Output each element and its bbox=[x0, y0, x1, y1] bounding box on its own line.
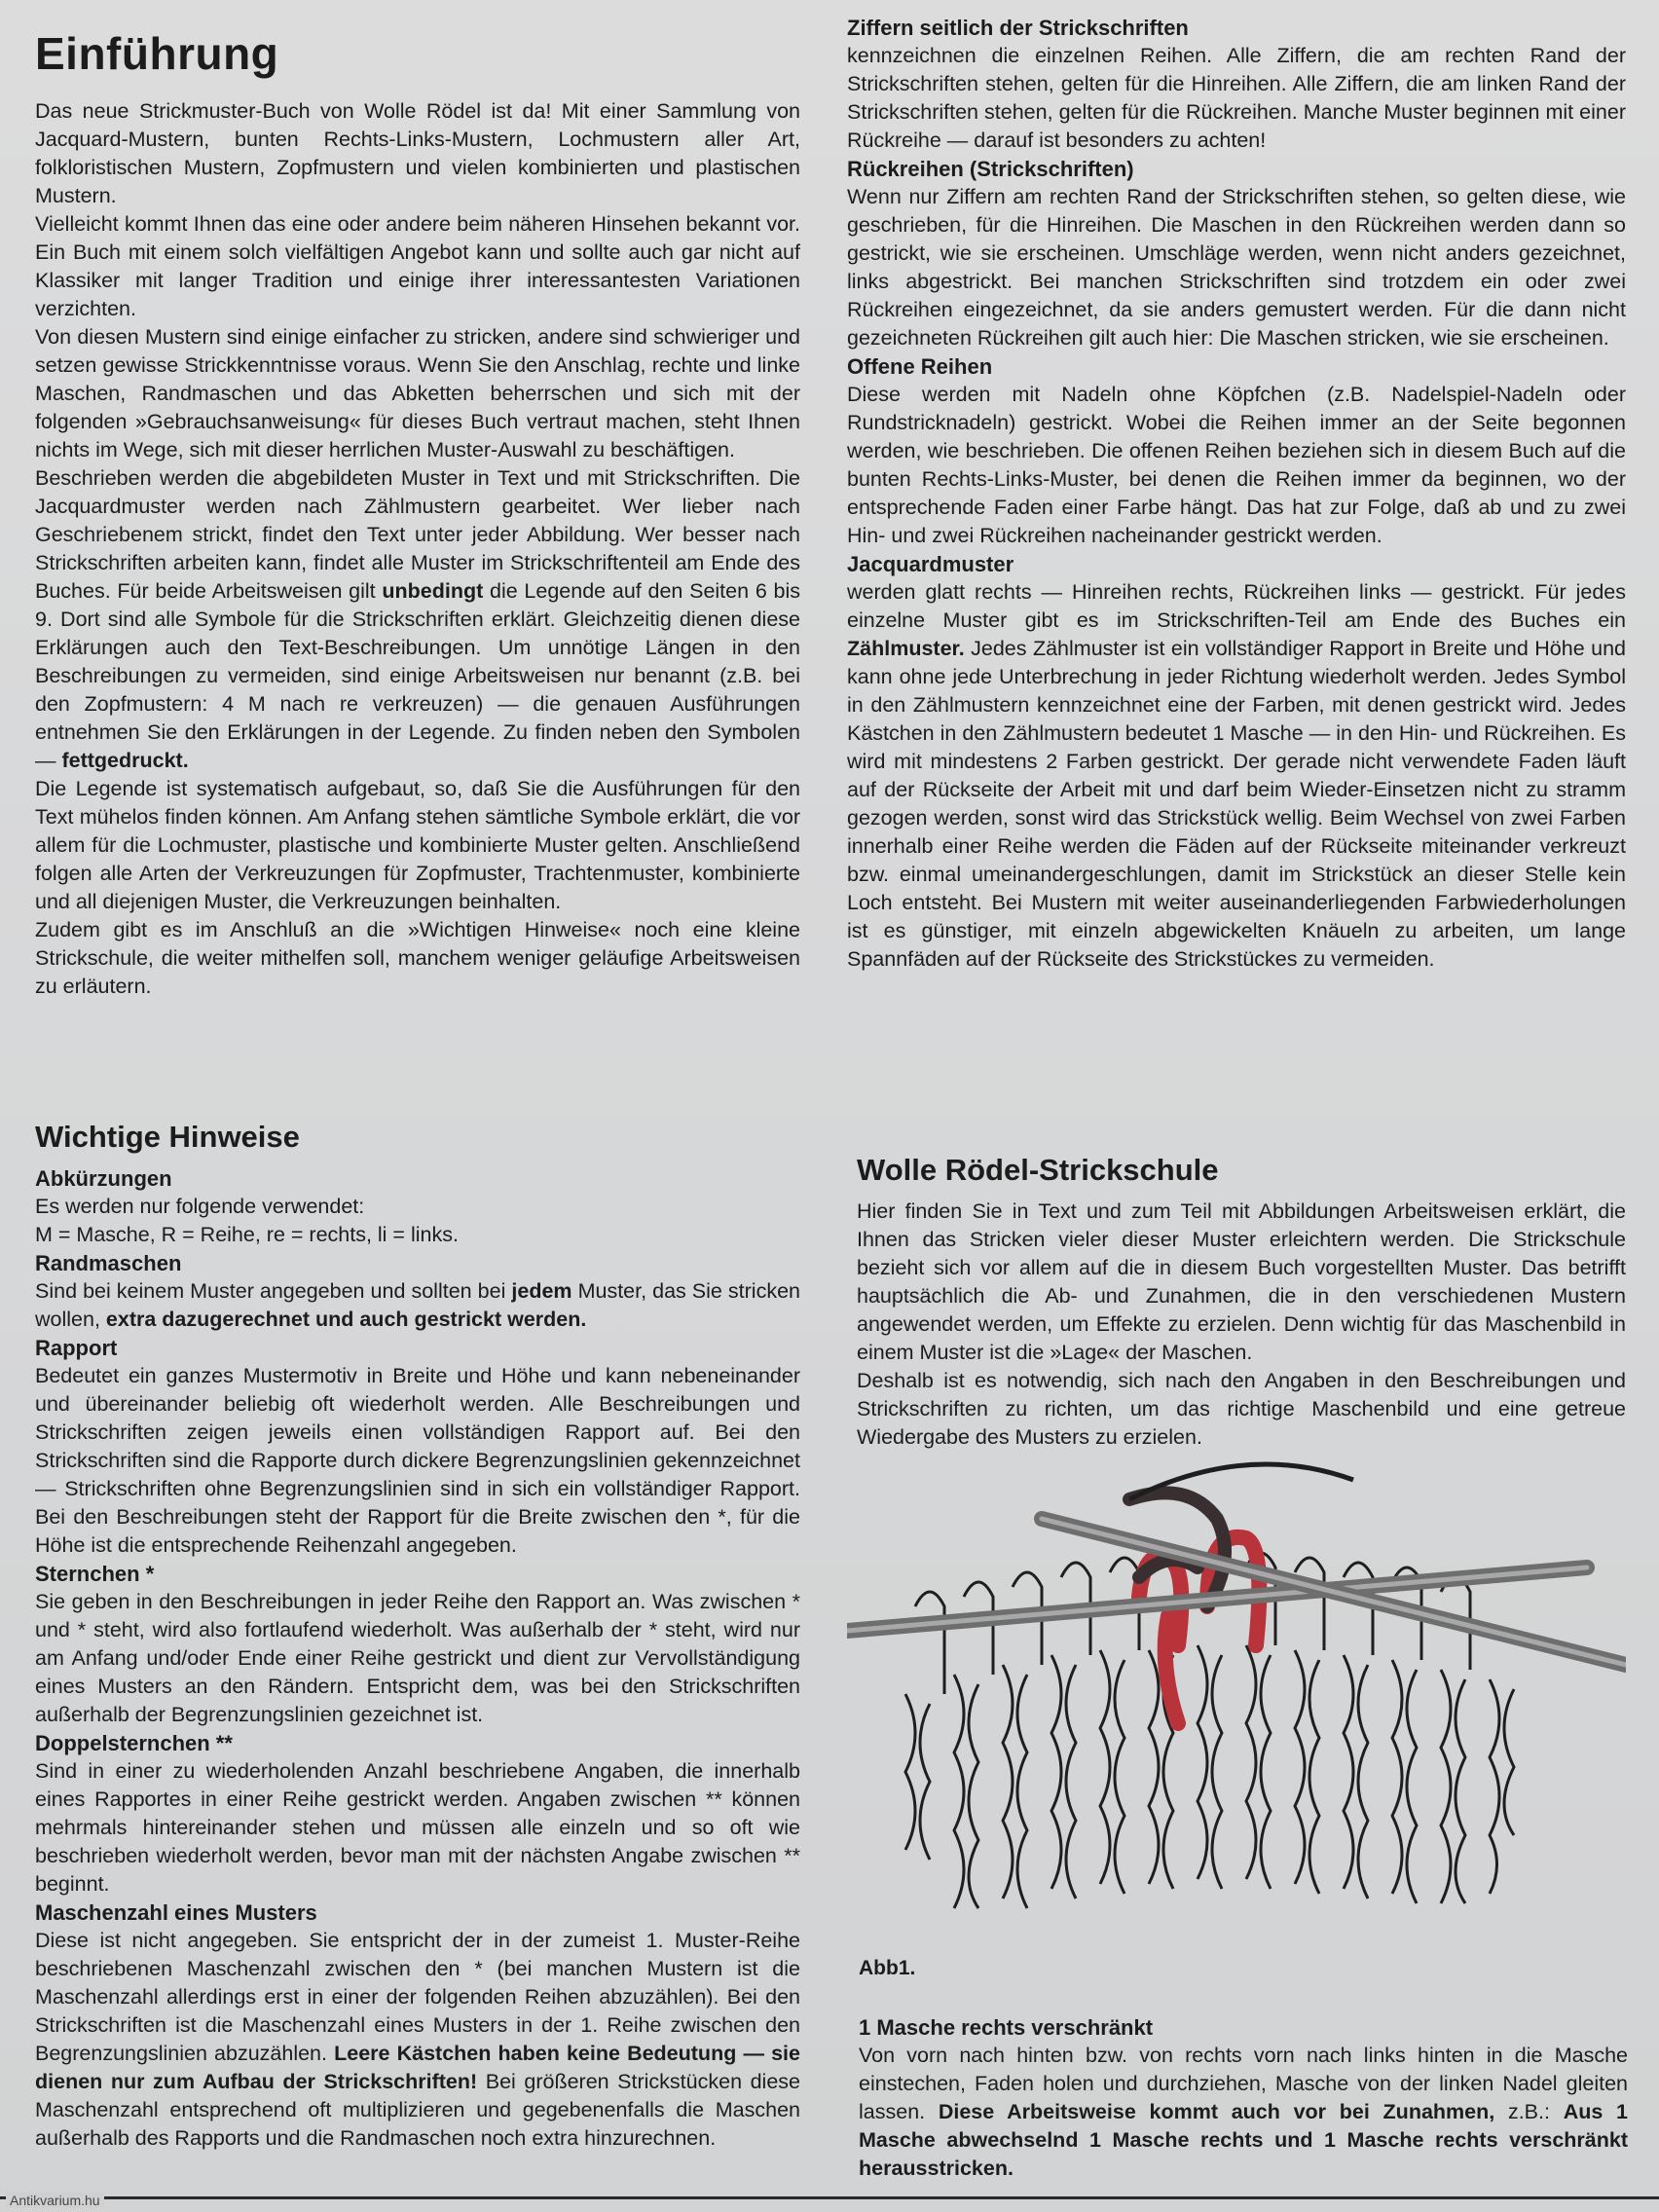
text-rueckreihen: Wenn nur Ziffern am rechten Rand der Strickschriften stehen, so gelten diese, wie geschrieben, für die Hinreihen. Die Maschen in den Rückreihen werden dann so gestrickt, wie sie erscheinen. Umschläge werden, wenn nicht anders gezeichnet, links abgestrickt. Bei manchen Strickschriften sind trotzdem ein oder zwei Rückreihen eingezeichnet, da sie anders gemustert werden. Für die dann nicht gezeichneten Rückreihen gilt auch hier: Die Maschen stricken, wie sie erscheinen. bbox=[847, 185, 1626, 350]
jacquard-text-b: Jedes Zählmuster ist ein vollständiger Rapport in Breite und Höhe und kann ohne jede Unterbrechung in jeder Richtung wiederholt werden. Jedes Symbol in den Zählmustern kennzeichnet eine der Farben, mit denen gestrickt wird. Jedes Kästchen in den Zählmustern bedeutet 1 Masche — in den Hin- und Rückreihen. Es wird mit mindestens 2 Farben gestrickt. Der gerade nicht verwendete Faden läuft auf der Rückseite der Arbeit mit und darf beim Wieder-Einsetzen nicht zu stramm gezogen werden, sonst wird das Strickstück wellig. Beim Wechsel von zwei Farben innerhalb einer Reihe werden die Fäden auf der Rückseite miteinander verkreuzt bzw. einmal umeinandergeschlungen, damit im Strickstück an dieser Stelle kein Loch entsteht. Bei Mustern mit weiter auseinanderliegenden Farbwiederholungen ist es günstiger, mit einzeln abgewickelten Knäueln zu arbeiten, um lange Spannfäden auf der Rückseite des Strickstückes zu vermeiden. bbox=[847, 637, 1626, 971]
page-bottom-rule bbox=[0, 2196, 1659, 2199]
hinweise-section bbox=[35, 1120, 800, 2153]
masche-verschraenkt-block bbox=[859, 2013, 1628, 2183]
page-title: Einführung bbox=[35, 28, 279, 79]
intro-paragraph-1: Das neue Strickmuster-Buch von Wolle Rödel ist da! Mit einer Sammlung von Jacquard-Mustern, bunten Rechts-Links-Mustern, Lochmustern aller Art, folkloristischen Mustern, Zopfmustern und vielen kombinierten und plastischen Mustern. bbox=[35, 99, 800, 207]
randmaschen-text-a: Sind bei keinem Muster angegeben und sollten bei bbox=[35, 1279, 512, 1303]
stitch-row-2 bbox=[920, 1655, 1514, 1908]
randmaschen-text-b: Muster, das Sie stricken wollen, bbox=[35, 1279, 800, 1331]
maschenzahl-bold: Leere Kästchen haben keine Bedeutung — sie dienen nur zum Aufbau der Strickschriften! bbox=[35, 2042, 800, 2093]
text-maschenzahl bbox=[35, 1927, 800, 2153]
intro-p4-bold-a: unbedingt bbox=[382, 579, 484, 603]
intro-p4-bold-b: fettgedruckt. bbox=[61, 749, 189, 772]
notes-section bbox=[847, 14, 1626, 974]
heading-offene-reihen: Offene Reihen bbox=[847, 354, 993, 379]
heading-rueckreihen: Rückreihen (Strickschriften) bbox=[847, 157, 1134, 181]
stitch-rows bbox=[905, 1645, 1514, 1908]
heading-doppelsternchen: Doppelsternchen ** bbox=[35, 1731, 233, 1755]
maschenzahl-text-b: Bei größeren Strickstücken diese Maschenzahl entsprechend oft multiplizieren und gegebenenfalls die Maschen außerhalb des Rapports und die Randmaschen noch extra hinzurechnen. bbox=[35, 2070, 800, 2150]
intro-paragraph-5: Die Legende ist systematisch aufgebaut, so, daß Sie die Ausführungen für den Text mühelos finden können. Am Anfang stehen sämtliche Symbole erklärt, die vor allem für die Lochmuster, plastische und kombinierte Muster gelten. Anschließend folgen alle Arten der Verkreuzungen für Zopfmuster, Trachtenmuster, kombinierte und all diejenigen Muster, die Verkreuzungen beinhalten. bbox=[35, 777, 800, 913]
randmaschen-bold-b: extra dazugerechnet und auch gestrickt werden. bbox=[105, 1308, 587, 1331]
heading-maschenzahl: Maschenzahl eines Musters bbox=[35, 1900, 317, 1925]
figure-caption: Abb1. bbox=[859, 1957, 916, 1979]
intro-paragraph-4 bbox=[35, 464, 800, 775]
text-rapport: Bedeutet ein ganzes Mustermotiv in Breite und Höhe und kann nebeneinander und übereinander beliebig oft wiederholt werden. Alle Beschreibungen und Strickschriften zeigen jeweils einen vollständigen Rapport auf. Bei den Strickschriften sind die Rapporte durch dickere Begrenzungslinien gekennzeichnet — Strickschriften ohne Begrenzungslinien sind in sich ein vollständiger Rapport. Bei den Beschreibungen steht der Rapport für die Breite zwischen den *, für die Höhe ist die entsprechende Reihenzahl angegeben. bbox=[35, 1364, 800, 1557]
verschraenkt-bold-b: Aus 1 Masche abwechselnd 1 Masche rechts und 1 Masche rechts verschränkt herausstricken. bbox=[859, 2100, 1628, 2180]
intro-p4-text-b: die Legende auf den Seiten 6 bis 9. Dort sind alle Symbole für die Strickschriften erklärt. Gleichzeitig dienen diese Erklärungen auch den Text-Beschreibungen. Um unnötige Längen in den Beschreibungen zu vermeiden, sind einige Arbeitsweisen nur benannt (z.B. bei den Zopfmustern: 4 M nach re verkreuzen) — die genauen Ausführungen entnehmen Sie den Erklärungen in der Legende. Zu finden neben den Symbolen — bbox=[35, 579, 800, 772]
right-needle-highlight bbox=[1042, 1519, 1626, 1665]
heading-jacquardmuster: Jacquardmuster bbox=[847, 552, 1014, 576]
heading-sternchen: Sternchen * bbox=[35, 1562, 155, 1586]
text-jacquardmuster bbox=[847, 578, 1626, 974]
verschraenkt-bold-a: Diese Arbeitsweise kommt auch vor bei Zunahmen, bbox=[938, 2100, 1495, 2123]
intro-paragraph-2: Vielleicht kommt Ihnen das eine oder andere beim näheren Hinsehen bekannt vor. Ein Buch mit einem solch vielfältigen Angebot kann und sollte auch gar nicht auf Klassiker mit langer Tradition und einige ihrer interessantesten Variationen verzichten. bbox=[35, 212, 800, 320]
watermark: Antikvarium.hu bbox=[6, 2193, 104, 2208]
verschraenkt-text-b: z.B.: bbox=[1494, 2100, 1564, 2123]
knitting-stitch-drawing bbox=[847, 1460, 1626, 1986]
heading-ziffern: Ziffern seitlich der Strickschriften bbox=[847, 16, 1189, 40]
text-abkuerzungen-1: Es werden nur folgende verwendet: bbox=[35, 1195, 365, 1218]
text-ziffern: kennzeichnen die einzelnen Reihen. Alle Ziffern, die am rechten Rand der Strickschriften stehen, gelten für die Hinreihen. Alle Ziffern, die am linken Rand der Strickschriften stehen, gelten für die Rückreihen. Manche Muster beginnen mit einer Rückreihe — darauf ist besonders zu achten! bbox=[847, 44, 1626, 152]
jacquard-text-a: werden glatt rechts — Hinreihen rechts, Rückreihen links — gestrickt. Für jedes einzelne Muster gibt es im Strickschriften-Teil am Ende des Buches ein bbox=[847, 580, 1626, 632]
heading-randmaschen: Randmaschen bbox=[35, 1251, 182, 1275]
maschenzahl-text-a: Diese ist nicht angegeben. Sie entspricht der in der zumeist 1. Muster-Reihe beschriebenen Maschenzahl zwischen den * (bei manchen Mustern ist die Maschenzahl allerdings erst in einer der folgenden Reihen abzuzählen). Bei den Strickschriften ist die Maschenzahl eines Musters in der 1. Reihe zwischen den Begrenzungslinien abzuzählen. bbox=[35, 1929, 800, 2065]
intro-paragraph-3: Von diesen Mustern sind einige einfacher zu stricken, andere sind schwieriger und setzen gewisse Strickkenntnisse voraus. Wenn Sie den Anschlag, rechte und linke Maschen, Randmaschen und das Abketten beherrschen und sich mit der folgenden »Gebrauchsanweisung« für dieses Buch vertraut machen, steht Ihnen nichts im Wege, sich mit dieser herrlichen Muster-Auswahl zu beschäftigen. bbox=[35, 325, 800, 461]
text-offene-reihen: Diese werden mit Nadeln ohne Köpfchen (z.B. Nadelspiel-Nadeln oder Rundstricknadeln) gestrickt. Wobei die Reihen immer an der Seite begonnen werden, wie beschrieben. Die offenen Reihen beziehen sich in diesem Buch auf die bunten Rechts-Links-Muster, bei denen die Reihen immer da beginnen, wo der entsprechende Faden einer Farbe hängt. Das hat zur Folge, daß ab und zu zwei Hin- und zwei Rückreihen nacheinander gestrickt werden. bbox=[847, 383, 1626, 547]
verschraenkt-text-a: Von vorn nach hinten bzw. von rechts vorn nach links hinten in die Masche einstechen, Faden holen und durchziehen, Masche von der linken Nadel gleiten lassen. bbox=[859, 2044, 1628, 2123]
text-randmaschen bbox=[35, 1277, 800, 1334]
heading-masche-verschraenkt: 1 Masche rechts verschränkt bbox=[859, 2015, 1154, 2040]
text-doppelsternchen: Sind in einer zu wiederholenden Anzahl beschriebene Angaben, die innerhalb eines Rapportes in einer Reihe gestrickt werden. Angaben zwischen ** können mehrmals hintereinander stehen und müssen alle einzeln und so oft wie beschrieben wiederholt werden, bevor man mit der nächsten Angabe zwischen ** beginnt. bbox=[35, 1759, 800, 1896]
text-abkuerzungen-2: M = Masche, R = Reihe, re = rechts, li = links. bbox=[35, 1223, 459, 1246]
jacquard-bold: Zählmuster. bbox=[847, 637, 965, 660]
strickschule-paragraph-1: Hier finden Sie in Text und zum Teil mit Abbildungen Arbeitsweisen erklärt, die Ihnen das Stricken vieler dieser Muster erleichtern werden. Die Strickschule bezieht sich vor allem auf die in diesem Buch vorgestellten Muster. Das betrifft hauptsächlich die Ab- und Zunahmen, die in den verschiedenen Mustern angewendet werden, um Effekte zu erzielen. Denn wichtig für das Maschenbild in einem Muster ist die »Lage« der Maschen. bbox=[857, 1199, 1626, 1364]
strickschule-paragraph-2: Deshalb ist es notwendig, sich nach den Angaben in den Beschreibungen und Strickschriften zu richten, um das richtige Maschenbild und eine getreue Wiedergabe des Musters zu erzielen. bbox=[857, 1369, 1626, 1449]
heading-rapport: Rapport bbox=[35, 1336, 118, 1360]
section-title-hinweise: Wichtige Hinweise bbox=[35, 1120, 300, 1154]
randmaschen-bold-a: jedem bbox=[511, 1279, 572, 1303]
section-title-strickschule: Wolle Rödel-Strickschule bbox=[857, 1153, 1219, 1187]
knitting-illustration bbox=[847, 1460, 1626, 1986]
text-masche-verschraenkt bbox=[859, 2042, 1628, 2183]
heading-abkuerzungen: Abkürzungen bbox=[35, 1166, 172, 1191]
text-sternchen: Sie geben in den Beschreibungen in jeder Reihe den Rapport an. Was zwischen * und * steht, wird also fortlaufend wiederholt. Was außerhalb der * steht, wird nur am Anfang und/oder Ende einer Reihe gestrickt und dient zur Vervollständigung eines Musters an den Rändern. Entspricht dem, was bei den Strickschriften außerhalb der Begrenzungslinien gezeichnet ist. bbox=[35, 1590, 800, 1726]
strickschule-section bbox=[857, 1153, 1626, 1452]
intro-p4-text-a: Beschrieben werden die abgebildeten Muster in Text und mit Strickschriften. Die Jacquardmuster werden nach Zählmustern gearbeitet. Wer lieber nach Geschriebenem strickt, findet den Text unter jeder Abbildung. Wer besser nach Strickschriften arbeiten kann, findet alle Muster im Strickschriftenteil am Ende des Buches. Für beide Arbeitsweisen gilt bbox=[35, 466, 800, 603]
intro-paragraph-6: Zudem gibt es im Anschluß an die »Wichtigen Hinweise« noch eine kleine Strickschule, die weiter mithelfen soll, manchem weniger geläufige Arbeitsweisen zu erläutern. bbox=[35, 918, 800, 998]
intro-section bbox=[35, 27, 800, 1001]
